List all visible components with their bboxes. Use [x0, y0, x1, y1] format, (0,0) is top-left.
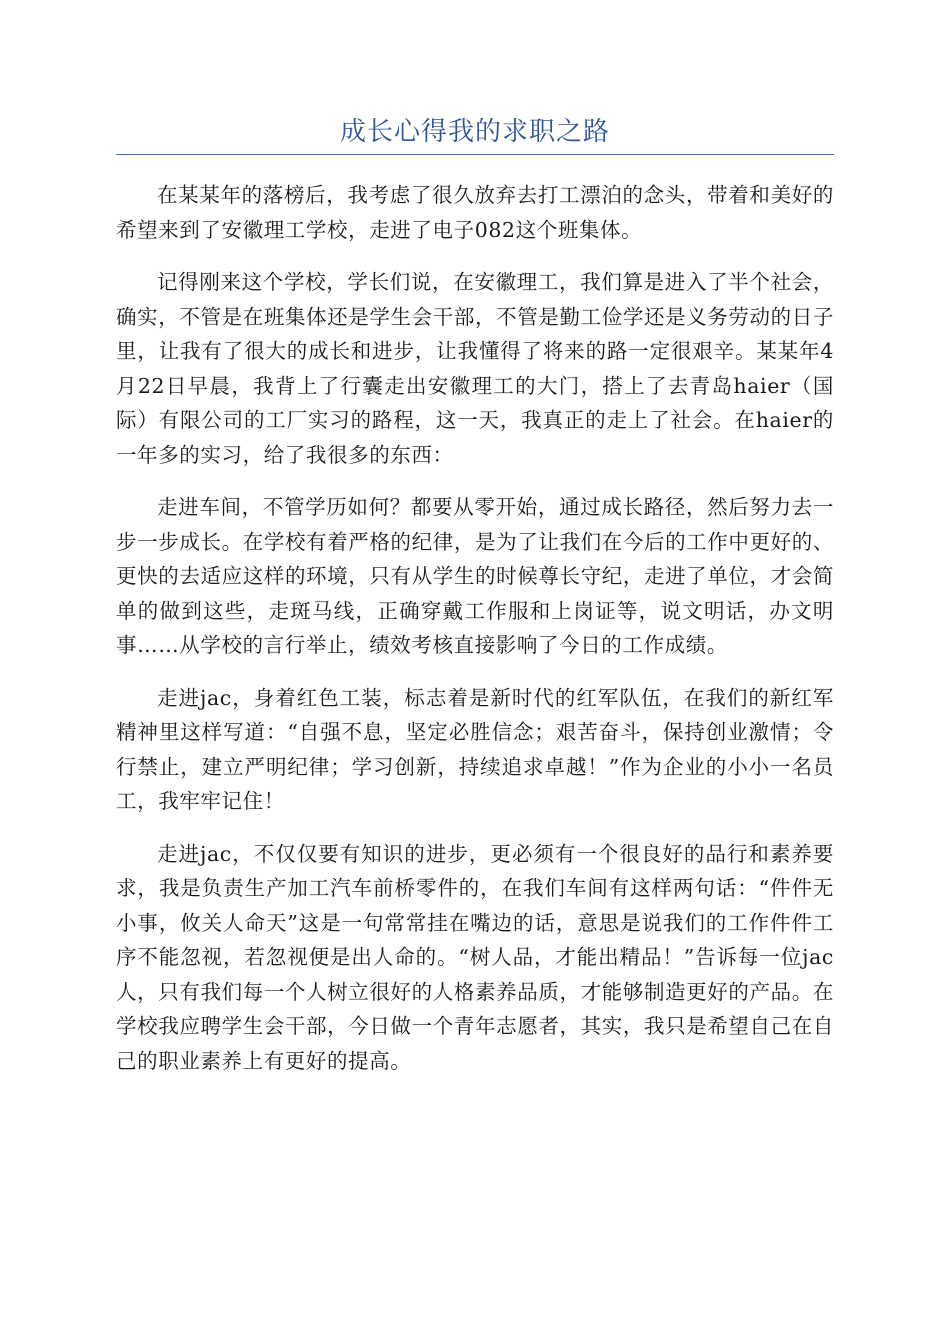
- title-underline: [116, 154, 834, 155]
- paragraph: 走进车间，不管学历如何？都要从零开始，通过成长路径，然后努力去一步一步成长。在学校有着严格的纪律，是为了让我们在今后的工作中更好的、更快的去适应这样的环境，只有从学生的时候尊长守纪，走进了单位，才会简单的做到这些，走斑马线，正确穿戴工作服和上岗证等，说文明话，办文明事……从学校的言行举止，绩效考核直接影响了今日的工作成绩。: [116, 495, 834, 657]
- document-title: 成长心得我的求职之路: [339, 117, 610, 147]
- paragraph: 走进jac，不仅仅要有知识的进步，更必须有一个很良好的品行和素养要求，我是负责生产加工汽车前桥零件的，在我们车间有这样两句话：“件件无小事，攸关人命天”这是一句常常挂在嘴边的话，意思是说我们的工作件件工序不能忽视，若忽视便是出人命的。“树人品，才能出精品！”告诉每一位jac人，只有我们每一个人树立很好的人格素养品质，才能够制造更好的产品。在学校我应聘学生会干部，今日做一个青年志愿者，其实，我只是希望自己在自己的职业素养上有更好的提高。: [116, 841, 834, 1073]
- paragraph: 走进jac，身着红色工装，标志着是新时代的红军队伍，在我们的新红军精神里这样写道：“自强不息，坚定必胜信念；艰苦奋斗，保持创业激情；令行禁止，建立严明纪律；学习创新，持续追求卓越！”作为企业的小小一名员工，我牢牢记住！: [116, 685, 834, 813]
- paragraph: 在某某年的落榜后，我考虑了很久放弃去打工漂泊的念头，带着和美好的希望来到了安徽理工学校，走进了电子082这个班集体。: [116, 183, 834, 242]
- paragraph: 记得刚来这个学校，学长们说，在安徽理工，我们算是进入了半个社会，确实，不管是在班集体还是学生会干部，不管是勤工俭学还是义务劳动的日子里，让我有了很大的成长和进步，让我懂得了将来的路一定很艰辛。某某年4月22日早晨，我背上了行囊走出安徽理工的大门，搭上了去青岛haier（国际）有限公司的工厂实习的路程，这一天，我真正的走上了社会。在haier的一年多的实习，给了我很多的东西：: [116, 270, 834, 467]
- document-body: [116, 178, 834, 1096]
